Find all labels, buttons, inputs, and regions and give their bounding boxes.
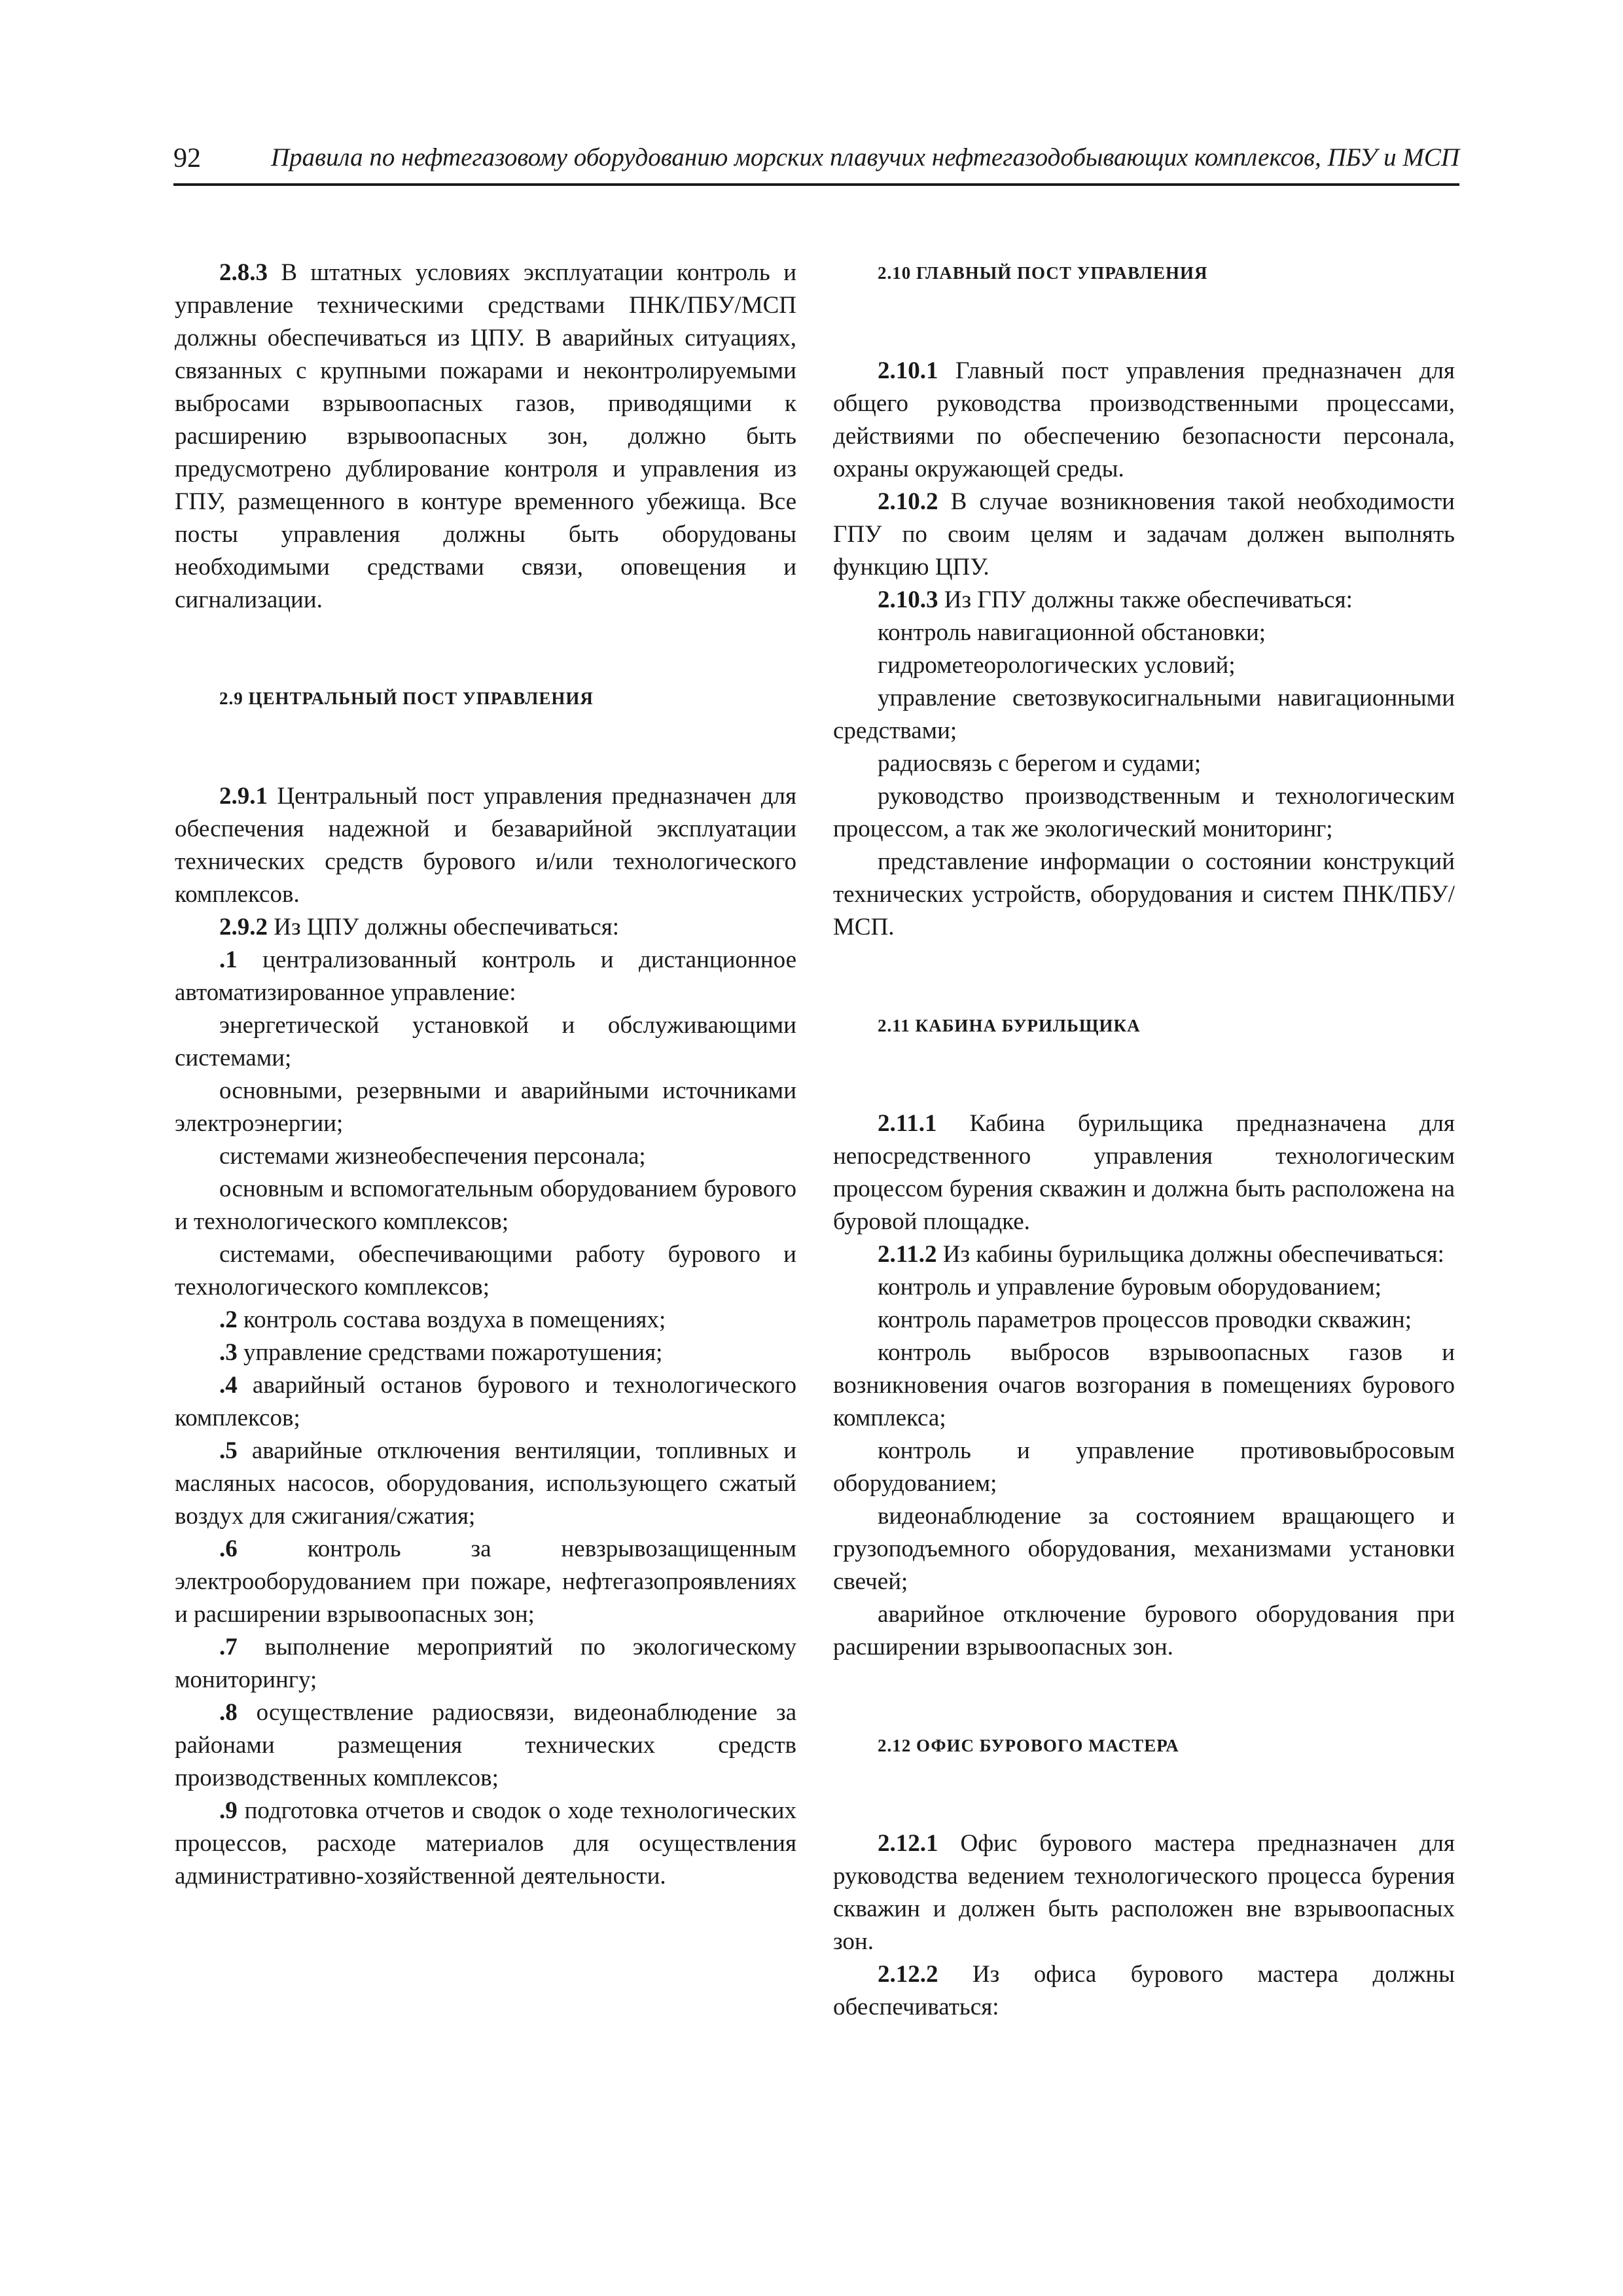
clause-text: Из офиса бурового мастера должны обеспечиваться: xyxy=(833,1961,1455,2020)
sub-item: системами жизнеобеспечения персонала; xyxy=(219,1143,646,1170)
clause-number: 2.10.1 xyxy=(878,357,938,384)
clause-number: 2.10.3 xyxy=(878,586,938,613)
clause-text: Из кабины бурильщика должны обеспечиваться: xyxy=(936,1241,1444,1268)
item-text: контроль за невзрывозащищенным электрооборудованием при пожаре, нефтегазопроявлениях и расширении взрывоопасных зон; xyxy=(175,1535,796,1628)
paragraph-2-12-2 xyxy=(833,1958,1455,2024)
item-text: аварийный останов бурового и технологического комплексов; xyxy=(175,1372,796,1431)
sub-item: основными, резервными и аварийными источниками электроэнергии; xyxy=(175,1077,796,1137)
sub-item: гидрометеорологических условий; xyxy=(878,652,1236,679)
list-item-4 xyxy=(175,1369,796,1435)
sub-item: радиосвязь с берегом и судами; xyxy=(878,750,1202,777)
item-number: .5 xyxy=(219,1437,238,1464)
paragraph-2-10-2 xyxy=(833,486,1455,584)
item-number: .2 xyxy=(219,1306,238,1333)
item-text: аварийные отключения вентиляции, топливных и масляных насосов, оборудования, использующего сжатый воздух для сжигания/сжатия; xyxy=(175,1437,796,1530)
item-text: централизованный контроль и дистанционное автоматизированное управление: xyxy=(175,946,796,1006)
paragraph-2-11-1 xyxy=(833,1107,1455,1238)
clause-text: Из ГПУ должны также обеспечиваться: xyxy=(938,586,1353,613)
item-number: .8 xyxy=(219,1699,238,1726)
sub-item: контроль навигационной обстановки; xyxy=(878,619,1266,646)
item-number: .4 xyxy=(219,1372,238,1399)
paragraph-2-10-3 xyxy=(833,584,1455,617)
list-item-6 xyxy=(175,1533,796,1631)
item-number: .9 xyxy=(219,1797,238,1824)
clause-number: 2.10.2 xyxy=(878,488,938,515)
clause-number: 2.9.2 xyxy=(219,914,268,941)
item-text: управление средствами пожаротушения; xyxy=(237,1339,663,1366)
item-number: .3 xyxy=(219,1339,238,1366)
paragraph-2-9-1 xyxy=(175,780,796,911)
sub-item: контроль выбросов взрывоопасных газов и возникновения очагов возгорания в помещениях бурового комплекса; xyxy=(833,1339,1455,1431)
clause-text: В штатных условиях эксплуатации контроль и управление техническими средствами ПНК/ПБУ/МСП должны обеспечиваться из ЦПУ. В аварийных ситуациях, связанных с крупными пожарами и неконтролируемыми выбросами взрывоопасных газов, приводящими к расширению взрывоопасных зон, должно быть предусмотрено дублирование контроля и управления из ГПУ, размещенного в контуре временного убежища. Все посты управления должны быть оборудованы необходимыми средствами связи, оповещения и сигнализации. xyxy=(175,259,796,613)
running-title: Правила по нефтегазовому оборудованию морских плавучих нефтегазодобывающих комплексов, ПБУ и МСП xyxy=(271,143,1459,171)
clause-text: Центральный пост управления предназначен для обеспечения надежной и безаварийной эксплуатации технических средств бурового и/или технологического комплексов. xyxy=(175,783,796,908)
clause-number: 2.11.1 xyxy=(878,1110,937,1137)
item-number: .7 xyxy=(219,1634,238,1660)
sub-item: видеонаблюдение за состоянием вращающего и грузоподъемного оборудования, механизмами установки свечей; xyxy=(833,1503,1455,1595)
sub-item: энергетической установкой и обслуживающими системами; xyxy=(175,1012,796,1071)
list-item-3 xyxy=(175,1336,796,1369)
item-text: контроль состава воздуха в помещениях; xyxy=(237,1306,666,1333)
clause-number: 2.9.1 xyxy=(219,783,268,810)
clause-text: Из ЦПУ должны обеспечиваться: xyxy=(268,914,620,941)
right-column xyxy=(833,257,1455,2024)
paragraph-2-11-2 xyxy=(833,1238,1455,1271)
clause-text: Главный пост управления предназначен для общего руководства производственными процессами, действиями по обеспечению безопасности персонала, охраны окружающей среды. xyxy=(833,357,1455,482)
clause-number: 2.12.1 xyxy=(878,1830,938,1857)
item-text: осуществление радиосвязи, видеонаблюдение за районами размещения технических средств производственных комплексов; xyxy=(175,1699,796,1791)
sub-item: контроль и управление буровым оборудованием; xyxy=(878,1274,1382,1300)
list-item-1 xyxy=(175,944,796,1009)
sub-item: системами, обеспечивающими работу бурового и технологического комплексов; xyxy=(175,1241,796,1300)
clause-number: 2.11.2 xyxy=(878,1241,937,1268)
section-heading-2-11: 2.11 КАБИНА БУРИЛЬЩИКА xyxy=(878,1016,1141,1035)
clause-text: Офис бурового мастера предназначен для руководства ведением технологического процесса бурения скважин и должен быть расположен вне взрывоопасных зон. xyxy=(833,1830,1455,1955)
list-item-5 xyxy=(175,1435,796,1533)
sub-item: руководство производственным и технологическим процессом, а так же экологический мониторинг; xyxy=(833,783,1455,842)
paragraph-2-9-2 xyxy=(175,911,796,944)
page-header xyxy=(173,143,1459,186)
section-heading-2-9: 2.9 ЦЕНТРАЛЬНЫЙ ПОСТ УПРАВЛЕНИЯ xyxy=(219,689,594,708)
sub-item: представление информации о состоянии конструкций технических устройств, оборудования и систем ПНК/ПБУ/МСП. xyxy=(833,848,1455,941)
item-number: .1 xyxy=(219,946,238,973)
list-item-2 xyxy=(175,1304,796,1336)
item-number: .6 xyxy=(219,1535,238,1562)
sub-item: аварийное отключение бурового оборудования при расширении взрывоопасных зон. xyxy=(833,1601,1455,1660)
item-text: выполнение мероприятий по экологическому мониторингу; xyxy=(175,1634,796,1693)
sub-item: контроль и управление противовыбросовым оборудованием; xyxy=(833,1437,1455,1497)
section-heading-2-10: 2.10 ГЛАВНЫЙ ПОСТ УПРАВЛЕНИЯ xyxy=(878,263,1208,283)
sub-item: управление светозвукосигнальными навигационными средствами; xyxy=(833,685,1455,744)
sub-item: контроль параметров процессов проводки скважин; xyxy=(878,1306,1412,1333)
left-column xyxy=(175,257,796,1893)
paragraph-2-8-3 xyxy=(175,257,796,617)
clause-number: 2.8.3 xyxy=(219,259,268,286)
paragraph-2-10-1 xyxy=(833,355,1455,486)
sub-item: основным и вспомогательным оборудованием бурового и технологического комплексов; xyxy=(175,1175,796,1235)
page-number: 92 xyxy=(173,143,201,173)
clause-number: 2.12.2 xyxy=(878,1961,938,1988)
clause-text: Кабина бурильщика предназначена для непосредственного управления технологическим процессом бурения скважин и должна быть расположена на буровой площадке. xyxy=(833,1110,1455,1235)
list-item-7 xyxy=(175,1631,796,1696)
clause-text: В случае возникновения такой необходимости ГПУ по своим целям и задачам должен выполнять функцию ЦПУ. xyxy=(833,488,1455,581)
list-item-9 xyxy=(175,1795,796,1893)
list-item-8 xyxy=(175,1696,796,1795)
item-text: подготовка отчетов и сводок о ходе технологических процессов, расходе материалов для осуществления административно-хозяйственной деятельности. xyxy=(175,1797,796,1890)
section-heading-2-12: 2.12 ОФИС БУРОВОГО МАСТЕРА xyxy=(878,1736,1179,1755)
paragraph-2-12-1 xyxy=(833,1827,1455,1958)
